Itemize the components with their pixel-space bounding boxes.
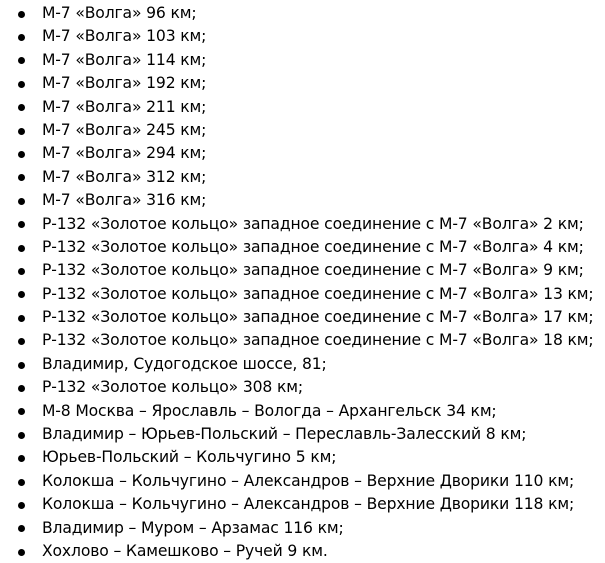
list-item (0, 49, 605, 72)
list-item-text: Колокша – Кольчугино – Александров – Верхние Дворики 110 км; (42, 471, 575, 490)
list-item-text: М-7 «Волга» 103 км; (42, 27, 207, 46)
list-item (0, 517, 605, 540)
list-item (0, 329, 605, 352)
list-item-text: М-7 «Волга» 192 км; (42, 74, 207, 93)
bullet-icon (18, 268, 25, 275)
list-item-text: Р-132 «Золотое кольцо» западное соединение с М-7 «Волга» 17 км; (42, 308, 594, 327)
list-item-text: Р-132 «Золотое кольцо» западное соединение с М-7 «Волга» 2 км; (42, 214, 584, 233)
bullet-icon (18, 128, 25, 135)
bullet-icon (18, 338, 25, 345)
list-item (0, 236, 605, 259)
list-item (0, 25, 605, 48)
bullet-icon (18, 549, 25, 556)
list-item-text: Хохлово – Камешково – Ручей 9 км. (42, 541, 328, 560)
bullet-icon (18, 174, 25, 181)
list-item (0, 400, 605, 423)
list-item-text: Р-132 «Золотое кольцо» 308 км; (42, 378, 303, 397)
list-item (0, 2, 605, 25)
list-item (0, 540, 605, 563)
list-item-text: Колокша – Кольчугино – Александров – Верхние Дворики 118 км; (42, 495, 575, 514)
bullet-icon (18, 104, 25, 111)
bullet-icon (18, 362, 25, 369)
list-item (0, 96, 605, 119)
bullet-icon (18, 221, 25, 228)
list-item (0, 423, 605, 446)
list-item-text: Владимир, Судогодское шоссе, 81; (42, 354, 327, 373)
bullet-icon (18, 198, 25, 205)
list-item (0, 166, 605, 189)
list-item (0, 213, 605, 236)
list-item (0, 493, 605, 516)
list-item (0, 119, 605, 142)
list-item-text: Р-132 «Золотое кольцо» западное соединение с М-7 «Волга» 13 км; (42, 284, 594, 303)
list-item-text: Владимир – Юрьев-Польский – Переславль-Залесский 8 км; (42, 425, 527, 444)
bullet-icon (18, 291, 25, 298)
list-item-text: М-7 «Волга» 96 км; (42, 4, 197, 22)
list-item (0, 470, 605, 493)
list-item (0, 259, 605, 282)
list-item (0, 189, 605, 212)
list-item-text: Владимир – Муром – Арзамас 116 км; (42, 518, 344, 537)
bullet-icon (18, 151, 25, 158)
list-item-text: Р-132 «Золотое кольцо» западное соединение с М-7 «Волга» 9 км; (42, 261, 584, 280)
list-item-text: Юрьев-Польский – Кольчугино 5 км; (42, 448, 337, 467)
list-item (0, 283, 605, 306)
bullet-icon (18, 11, 25, 18)
bullet-icon (18, 315, 25, 322)
bullet-icon (18, 408, 25, 415)
list-item (0, 446, 605, 469)
bullet-icon (18, 525, 25, 532)
list-item-text: М-7 «Волга» 245 км; (42, 120, 207, 139)
list-item-text: М-8 Москва – Ярославль – Вологда – Архангельск 34 км; (42, 401, 497, 420)
list-item (0, 353, 605, 376)
bullet-icon (18, 385, 25, 392)
bullet-icon (18, 479, 25, 486)
list-item-text: Р-132 «Золотое кольцо» западное соединение с М-7 «Волга» 18 км; (42, 331, 594, 350)
bullet-icon (18, 57, 25, 64)
list-item-text: М-7 «Волга» 211 км; (42, 97, 207, 116)
bullet-icon (18, 245, 25, 252)
bullet-icon (18, 34, 25, 41)
bullet-icon (18, 502, 25, 509)
list-item (0, 72, 605, 95)
list-item-text: Р-132 «Золотое кольцо» западное соединение с М-7 «Волга» 4 км; (42, 237, 584, 256)
bullet-icon (18, 432, 25, 439)
list-item-text: М-7 «Волга» 114 км; (42, 50, 207, 69)
bullet-icon (18, 455, 25, 462)
list-item-text: М-7 «Волга» 294 км; (42, 144, 207, 163)
list-item (0, 142, 605, 165)
list-item (0, 306, 605, 329)
list-item-text: М-7 «Волга» 316 км; (42, 191, 207, 210)
bullet-list (0, 2, 605, 563)
list-item-text: М-7 «Волга» 312 км; (42, 167, 207, 186)
bullet-icon (18, 81, 25, 88)
list-item (0, 376, 605, 399)
